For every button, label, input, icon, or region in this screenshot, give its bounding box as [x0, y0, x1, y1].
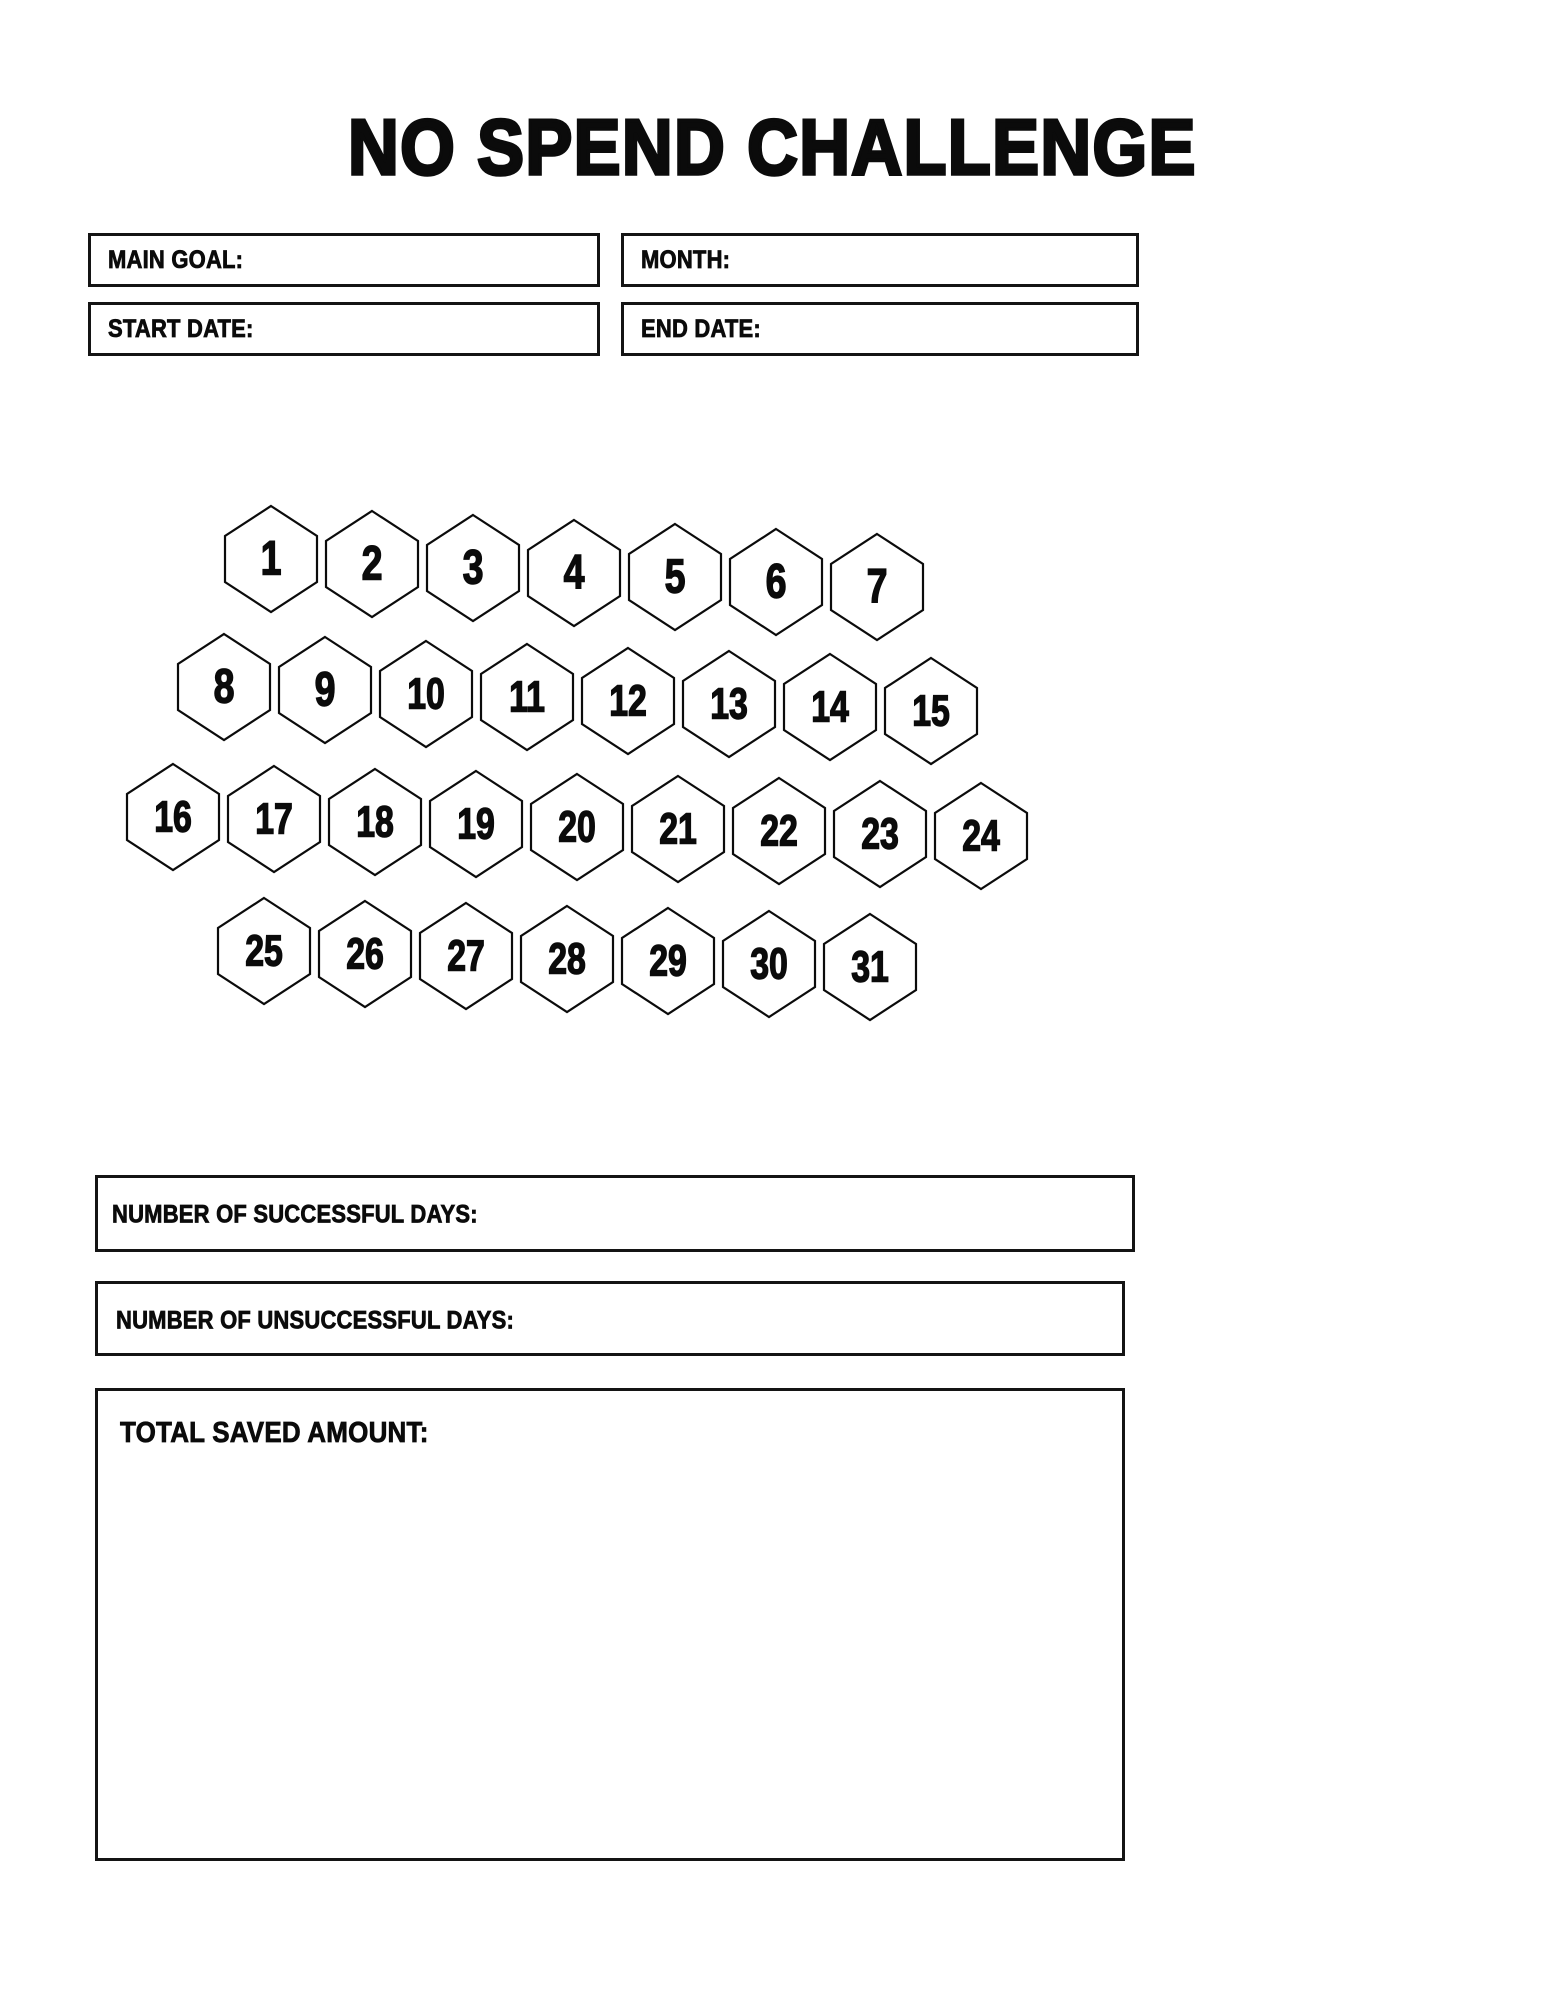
- day-hexagon[interactable]: [175, 632, 273, 742]
- day-number: 1: [260, 532, 282, 586]
- day-number: 12: [609, 675, 647, 725]
- day-hexagon[interactable]: [518, 904, 616, 1014]
- day-number: 14: [811, 682, 849, 732]
- main-goal-field[interactable]: [88, 233, 600, 287]
- day-hexagon[interactable]: [525, 518, 623, 628]
- main-goal-label: MAIN GOAL:: [108, 245, 244, 274]
- day-number: 8: [213, 660, 235, 714]
- day-hexagon[interactable]: [720, 909, 818, 1019]
- page-title: NO SPEND CHALLENGE: [348, 103, 1197, 191]
- day-hexagon[interactable]: [276, 635, 374, 745]
- end-date-field[interactable]: [621, 302, 1139, 356]
- day-number: 9: [314, 663, 336, 717]
- day-number: 23: [861, 808, 899, 858]
- day-hexagon[interactable]: [316, 899, 414, 1009]
- day-number: 15: [912, 685, 950, 735]
- day-number: 3: [462, 541, 484, 595]
- day-hexagon[interactable]: [579, 646, 677, 756]
- day-number: 6: [765, 555, 787, 609]
- day-hexagon[interactable]: [225, 764, 323, 874]
- start-date-label: START DATE:: [108, 314, 254, 343]
- total-saved-amount-label: TOTAL SAVED AMOUNT:: [120, 1415, 429, 1449]
- day-hexagon[interactable]: [424, 513, 522, 623]
- day-hexagon[interactable]: [727, 527, 825, 637]
- day-number: 16: [154, 791, 192, 841]
- day-number: 27: [447, 930, 485, 981]
- day-hexagon[interactable]: [619, 906, 717, 1016]
- day-number: 10: [407, 668, 445, 718]
- day-hexagon[interactable]: [730, 776, 828, 886]
- field-row-start-end-date: [88, 302, 1139, 356]
- day-hexagon[interactable]: [326, 767, 424, 877]
- day-hexagon[interactable]: [323, 509, 421, 619]
- day-number: 4: [563, 546, 585, 600]
- day-number: 25: [245, 925, 283, 975]
- day-number: 30: [750, 938, 788, 988]
- day-hexagon[interactable]: [831, 779, 929, 889]
- day-number: 26: [346, 928, 384, 978]
- day-number: 24: [962, 810, 1000, 861]
- day-hexagon[interactable]: [124, 762, 222, 872]
- day-number: 7: [866, 560, 888, 613]
- day-hexagon[interactable]: [215, 896, 313, 1006]
- total-saved-amount-field[interactable]: [95, 1388, 1125, 1861]
- day-number: 20: [558, 801, 596, 851]
- day-number: 11: [509, 671, 545, 722]
- day-number: 28: [548, 933, 586, 983]
- day-number: 31: [851, 941, 889, 991]
- end-date-label: END DATE:: [641, 314, 761, 343]
- day-hexagon[interactable]: [417, 901, 515, 1011]
- day-number: 18: [356, 796, 394, 846]
- day-hexagon[interactable]: [828, 532, 926, 642]
- day-hexagon[interactable]: [629, 774, 727, 884]
- day-hexagon[interactable]: [427, 769, 525, 879]
- day-hexagon[interactable]: [626, 522, 724, 632]
- day-hexagon[interactable]: [932, 781, 1030, 891]
- day-hexagon[interactable]: [222, 504, 320, 614]
- day-hexagon[interactable]: [528, 772, 626, 882]
- day-hexagon[interactable]: [478, 642, 576, 752]
- day-hexagon[interactable]: [882, 656, 980, 766]
- unsuccessful-days-label: NUMBER OF UNSUCCESSFUL DAYS:: [116, 1306, 514, 1334]
- day-number: 13: [710, 678, 748, 728]
- day-number: 21: [659, 803, 697, 853]
- day-hexagon[interactable]: [821, 912, 919, 1022]
- day-number: 2: [361, 537, 383, 590]
- day-hexagon[interactable]: [781, 652, 879, 762]
- day-number: 5: [664, 550, 686, 604]
- day-number: 17: [255, 794, 293, 844]
- day-hexagon[interactable]: [377, 639, 475, 749]
- day-hexagon[interactable]: [680, 649, 778, 759]
- day-number: 29: [649, 936, 687, 986]
- start-date-field[interactable]: [88, 302, 600, 356]
- month-field[interactable]: [621, 233, 1139, 287]
- field-row-goal-month: [88, 233, 1139, 287]
- day-number: 19: [457, 798, 495, 849]
- month-label: MONTH:: [641, 245, 731, 274]
- day-number: 22: [760, 806, 798, 856]
- successful-days-label: NUMBER OF SUCCESSFUL DAYS:: [112, 1200, 478, 1228]
